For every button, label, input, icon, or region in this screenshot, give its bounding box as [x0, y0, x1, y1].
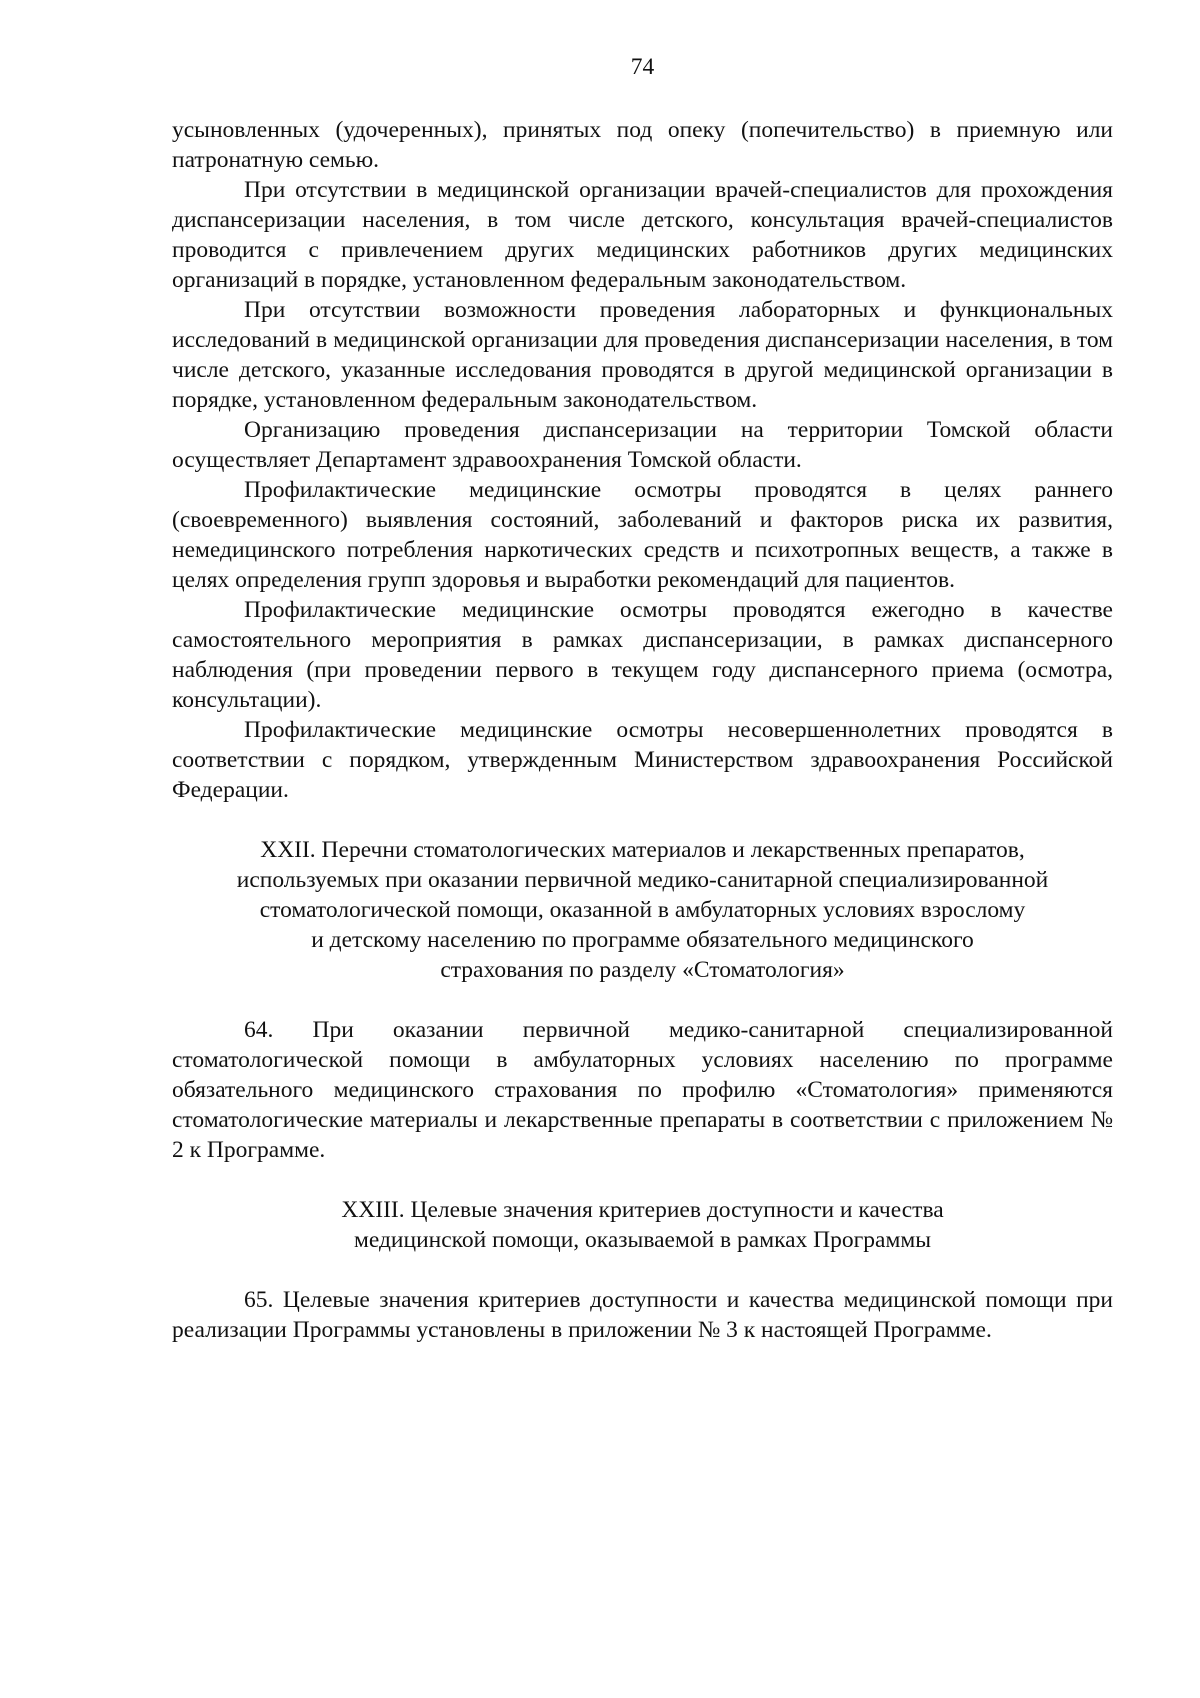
page-number: 74 — [630, 54, 655, 80]
heading-line: стоматологической помощи, оказанной в амбулаторных условиях взрослому — [259, 897, 1026, 923]
paragraph: усыновленных (удочеренных), принятых под опеку (попечительство) в приемную или патронатную семью. — [172, 117, 1113, 173]
document-body — [172, 115, 1113, 1345]
section-22-heading — [172, 835, 1113, 985]
heading-line: XXII. Перечни стоматологических материалов и лекарственных препаратов, — [260, 837, 1025, 863]
paragraph-64: 64. При оказании первичной медико-санитарной специализированной стоматологической помощи в амбулаторных условиях населению по программе обязательного медицинского страхования по профилю «Стоматология» применяются стоматологические материалы и лекарственные препараты в соответствии с приложением № 2 к Программе. — [172, 1017, 1113, 1163]
paragraph: Профилактические медицинские осмотры проводятся ежегодно в качестве самостоятельного мероприятия в рамках диспансеризации, в рамках диспансерного наблюдения (при проведении первого в текущем году диспансерного приема (осмотра, консультации). — [172, 597, 1113, 713]
paragraph: При отсутствии возможности проведения лабораторных и функциональных исследований в медицинской организации для проведения диспансеризации населения, в том числе детского, указанные исследования проводятся в другой медицинской организации в порядке, установленном федеральным законодательством. — [172, 297, 1113, 413]
paragraph: Организацию проведения диспансеризации на территории Томской области осуществляет Департамент здравоохранения Томской области. — [172, 417, 1113, 473]
heading-line: XXIII. Целевые значения критериев доступности и качества — [341, 1197, 944, 1223]
paragraph: Профилактические медицинские осмотры проводятся в целях раннего (своевременного) выявления состояний, заболеваний и факторов риска их развития, немедицинского потребления наркотических средств и психотропных веществ, а также в целях определения групп здоровья и выработки рекомендаций для пациентов. — [172, 477, 1113, 593]
section-23-heading — [172, 1195, 1113, 1255]
heading-line: медицинской помощи, оказываемой в рамках Программы — [353, 1227, 932, 1253]
heading-line: используемых при оказании первичной медико-санитарной специализированной — [236, 867, 1049, 893]
heading-line: и детскому населению по программе обязательного медицинского — [311, 927, 974, 953]
paragraph: При отсутствии в медицинской организации врачей-специалистов для прохождения диспансеризации населения, в том числе детского, консультация врачей-специалистов проводится с привлечением других медицинских работников других медицинских организаций в порядке, установленном федеральным законодательством. — [172, 177, 1113, 293]
paragraph-65: 65. Целевые значения критериев доступности и качества медицинской помощи при реализации Программы установлены в приложении № 3 к настоящей Программе. — [172, 1287, 1113, 1343]
paragraph: Профилактические медицинские осмотры несовершеннолетних проводятся в соответствии с порядком, утвержденным Министерством здравоохранения Российской Федерации. — [172, 717, 1113, 803]
heading-line: страхования по разделу «Стоматология» — [440, 957, 845, 983]
